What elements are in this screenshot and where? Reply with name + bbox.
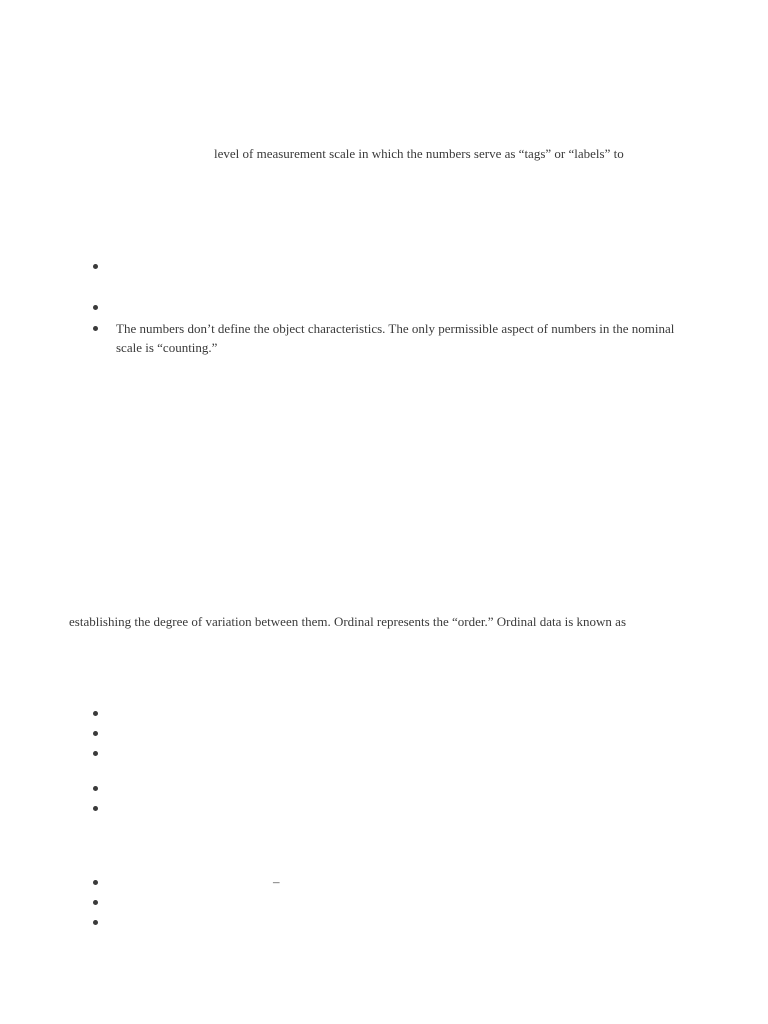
list-bullet (93, 920, 98, 925)
ordinal-intro-line: establishing the degree of variation between them. Ordinal represents the “order.” Ordinal data is known as (69, 614, 627, 629)
list-bullet (93, 326, 98, 331)
list-item-dash: – (273, 874, 280, 889)
list-bullet (93, 806, 98, 811)
list-bullet (93, 786, 98, 791)
nominal-intro-line: level of measurement scale in which the numbers serve as “tags” or “labels” to (214, 146, 624, 161)
list-bullet (93, 751, 98, 756)
list-bullet (93, 880, 98, 885)
list-bullet (93, 711, 98, 716)
list-bullet (93, 305, 98, 310)
nominal-bullet-text: The numbers don’t define the object characteristics. The only permissible aspect of numbers in the nominal scale is “counting.” (116, 321, 675, 355)
list-bullet (93, 731, 98, 736)
list-bullet (93, 900, 98, 905)
list-bullet (93, 264, 98, 269)
